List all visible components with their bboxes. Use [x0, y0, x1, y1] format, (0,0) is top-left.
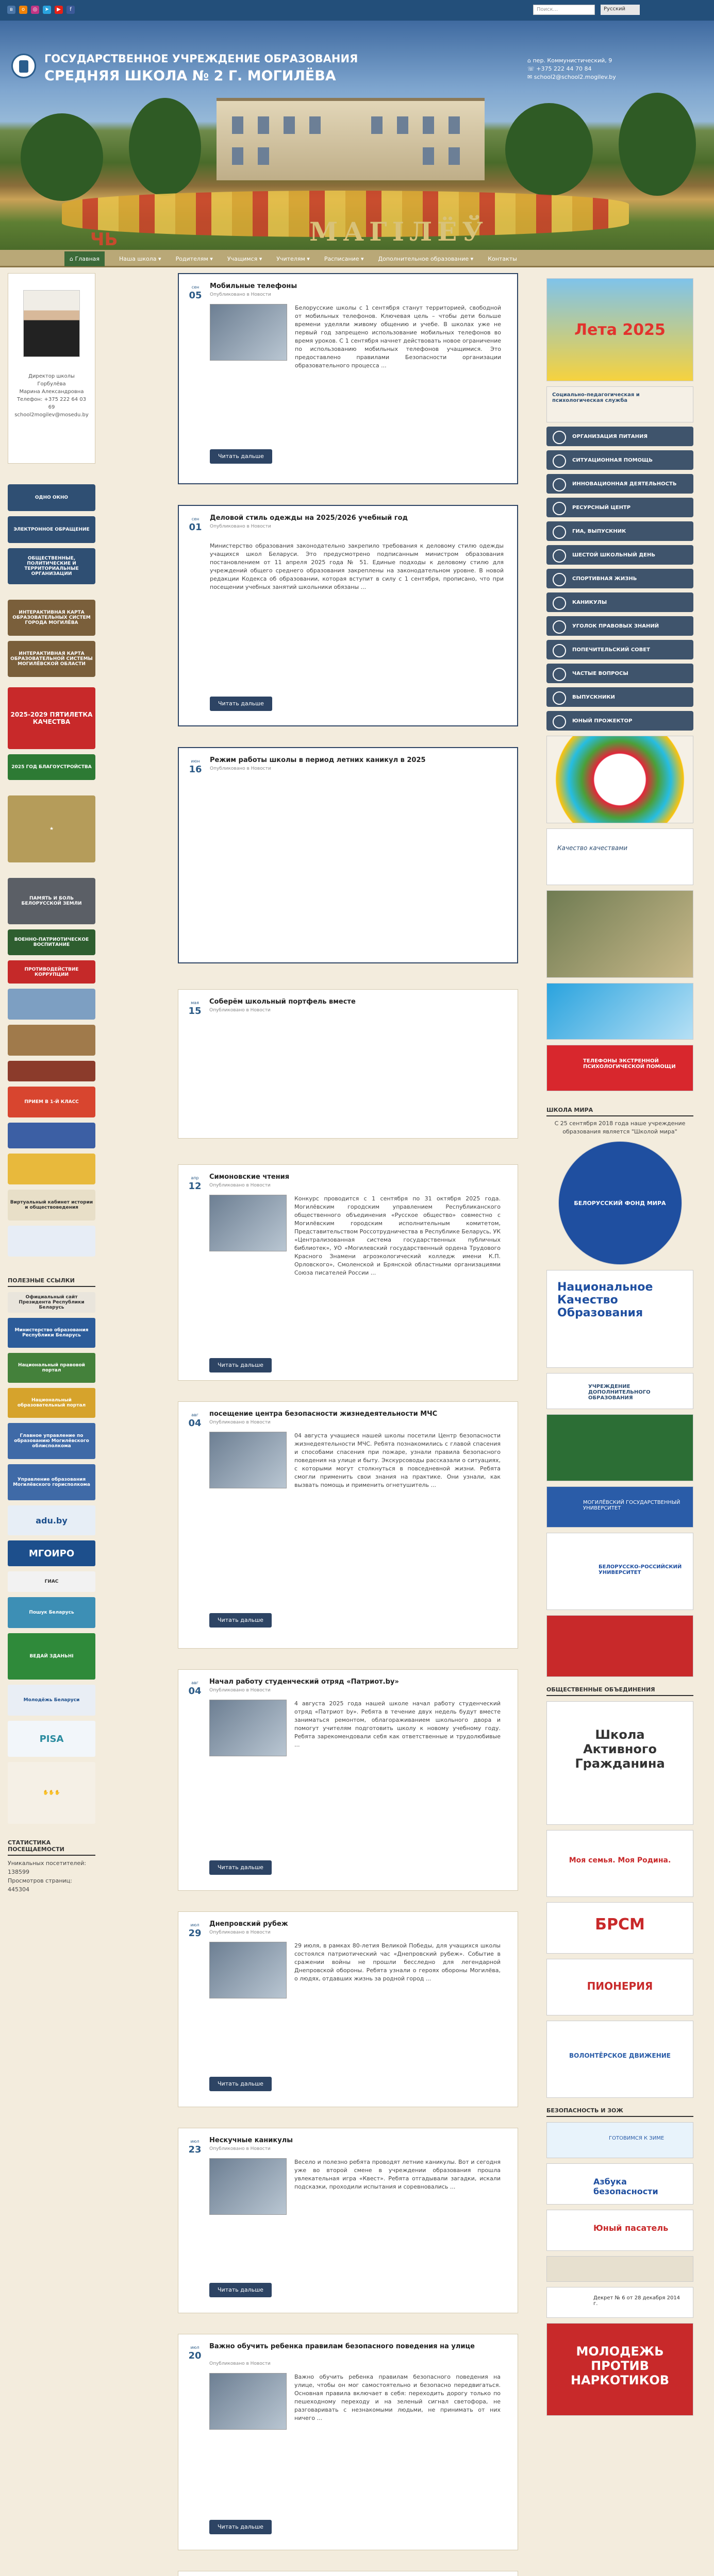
read-more-button[interactable]: Читать дальше — [209, 2520, 272, 2534]
holidays-button[interactable]: КАНИКУЛЫ — [546, 592, 693, 612]
post-title[interactable]: Режим работы школы в период летних каникул в 2025 — [210, 756, 426, 764]
sdg-wheel-image[interactable] — [546, 736, 693, 823]
useful-links-header: ПОЛЕЗНЫЕ ССЫЛКИ — [8, 1277, 95, 1287]
post-meta: Опубликовано в Новости — [210, 524, 271, 529]
first-grade-banner[interactable]: ПРИЕМ В 1-Й КЛАСС — [8, 1087, 95, 1117]
top-bar — [0, 0, 714, 21]
peace-school-text: С 25 сентября 2018 года наше учреждение образования является "Школой мира" — [554, 1120, 686, 1135]
memory-banner[interactable]: ПАМЯТЬ И БОЛЬ БЕЛОРУССКОЙ ЗЕМЛИ — [8, 878, 95, 924]
instagram-icon[interactable]: ◎ — [31, 6, 39, 14]
graduates-gia-button[interactable]: ГИА, ВЫПУСКНИК — [546, 521, 693, 541]
director-photo — [23, 290, 80, 357]
link-gias[interactable]: ГИАС — [8, 1571, 95, 1592]
post-thumbnail[interactable] — [210, 304, 287, 361]
director-card — [8, 273, 95, 464]
director-label: Директор школы — [28, 374, 75, 379]
summer-2025-banner[interactable]: Лета 2025 — [546, 278, 693, 381]
news-post — [178, 1164, 518, 1381]
unified-day-banner[interactable] — [8, 989, 95, 1020]
situational-help-button[interactable]: СИТУАЦИОННАЯ ПОМОЩЬ — [546, 450, 693, 470]
news-post — [178, 1911, 518, 2107]
quality-fiveyear-banner[interactable]: 2025-2029 ПЯТИЛЕТКА КАЧЕСТВА — [8, 687, 95, 749]
right-sidebar — [546, 273, 693, 2416]
post-thumbnail[interactable] — [209, 1195, 287, 1251]
news-post — [178, 273, 518, 484]
news-post — [178, 1669, 518, 1891]
legal-corner-button[interactable]: УГОЛОК ПРАВОВЫХ ЗНАНИЙ — [546, 616, 693, 636]
red-emblem-banner[interactable] — [546, 1615, 693, 1677]
post-title[interactable]: Симоновские чтения — [209, 1173, 290, 1181]
youtube-icon[interactable]: ▶ — [55, 6, 63, 14]
news-post — [178, 989, 518, 1139]
safety-header: БЕЗОПАСНОСТЬ И ЗОЖ — [546, 2107, 693, 2117]
social-orgs-header: ОБЩЕСТВЕННЫЕ ОБЪЕДИНЕНИЯ — [546, 1686, 693, 1696]
nko-banner[interactable]: Национальное Качество Образования — [546, 1270, 693, 1368]
peace-fund-logo[interactable]: БЕЛОРУССКИЙ ФОНД МИРА — [558, 1141, 682, 1265]
post-meta: Опубликовано в Новости — [209, 1688, 271, 1693]
facebook-icon[interactable]: f — [67, 6, 75, 14]
news-post — [178, 2571, 518, 2576]
post-excerpt: Министерство образования законодательно закрепило требования к деловому стилю одежды учащихся школ Беларуси. Это предусмотрено подписанным министром образования постановлением от 11 апреля 2025 года № 51. Единые подходы к деловому стилю для учреждений общего среднего образования закреплены на законодательном уровне. В новой редакции Кодекса об образовании, которая вступит в силу с 1 сентября, прописано, что при посещении учебных занятий школьники обязаны ... — [210, 543, 504, 590]
post-title[interactable]: Начал работу студенческий отряд «Патриот.by» — [209, 1678, 399, 1686]
search-input[interactable]: Поиск... — [533, 5, 595, 15]
site-title-line2: СРЕДНЯЯ ШКОЛА № 2 Г. МОГИЛЁВА — [44, 68, 336, 84]
post-thumbnail[interactable] — [209, 2158, 287, 2215]
post-date: авг 04 — [188, 1413, 202, 1429]
post-excerpt: 04 августа учащиеся нашей школы посетили Центр безопасности жизнедеятельности МЧС. Ребята познакомились с главой спасения и способами спасения при пожаре, узнали правила безопасного поведения на улице и быту. Экскурсоводы рассказали о ситуациях, с которыми могут столкнуться в повседневной жизни. Ребята смогли применить свои знания на практике. Они узнали, как вызвать помощь и применить огнетушитель ... — [294, 1432, 501, 1488]
mgu-banner[interactable] — [546, 1414, 693, 1481]
sixth-day-button[interactable]: ШЕСТОЙ ШКОЛЬНЫЙ ДЕНЬ — [546, 545, 693, 565]
stats-visitors: Уникальных посетителей: 138599 — [8, 1860, 86, 1875]
post-date: июн 16 — [189, 759, 202, 775]
military-patriotic-banner[interactable]: ВОЕННО-ПАТРИОТИЧЕСКОЕ ВОСПИТАНИЕ — [8, 929, 95, 955]
post-meta: Опубликовано в Новости — [209, 2146, 271, 2151]
vk-icon[interactable]: в — [7, 6, 15, 14]
post-title[interactable]: Важно обучить ребенка правилам безопасного поведения на улице — [209, 2343, 475, 2350]
active-citizen-banner[interactable]: Школа Активного Гражданина — [546, 1701, 693, 1825]
faq-button[interactable]: ЧАСТЫЕ ВОПРОСЫ — [546, 664, 693, 683]
young-spotlight-button[interactable]: ЮНЫЙ ПРОЖЕКТОР — [546, 711, 693, 731]
organizations-button[interactable]: ОБЩЕСТВЕННЫЕ, ПОЛИТИЧЕСКИЕ И ТЕРРИТОРИАЛЬНЫЕ ОРГАНИЗАЦИИ — [8, 548, 95, 584]
post-date: апр 12 — [188, 1176, 202, 1192]
hands-image[interactable]: ✋✋✋ — [8, 1762, 95, 1824]
director-surname: Горбулёва — [37, 381, 66, 387]
post-date: сен 05 — [189, 285, 202, 301]
news-post — [178, 505, 518, 726]
link-pisa[interactable]: PISA — [8, 1721, 95, 1757]
anti-drug-banner[interactable]: МОЛОДЕЖЬ ПРОТИВ НАРКОТИКОВ — [546, 2323, 693, 2416]
flower-letters: ЧЬ — [90, 229, 118, 250]
post-thumbnail[interactable] — [209, 2373, 287, 2430]
news-post — [178, 1401, 518, 1649]
link-vedai[interactable]: ВЕДАЙ ЗДАНЬНІ — [8, 1633, 95, 1680]
anti-corruption-banner[interactable]: ПРОТИВОДЕЙСТВИЕ КОРРУПЦИИ — [8, 960, 95, 984]
sports-button[interactable]: СПОРТИВНАЯ ЖИЗНЬ — [546, 569, 693, 588]
one-window-button[interactable]: ОДНО ОКНО — [8, 484, 95, 511]
header-banner — [0, 21, 714, 250]
trustee-button[interactable]: ПОПЕЧИТЕЛЬСКИЙ СОВЕТ — [546, 640, 693, 659]
link-city-edu[interactable]: Управление образования Могилёвского горисполкома — [8, 1464, 95, 1500]
social-links — [7, 6, 75, 14]
post-meta: Опубликовано в Новости — [209, 2361, 271, 2366]
post-title[interactable]: Нескучные каникулы — [209, 2137, 293, 2144]
post-date: мая 15 — [188, 1001, 202, 1016]
post-date: сен 01 — [189, 517, 202, 533]
link-president[interactable]: Официальный сайт Президента Республики Беларусь — [8, 1292, 95, 1313]
region-map-link[interactable]: ИНТЕРАКТИВНАЯ КАРТА ОБРАЗОВАТЕЛЬНОЙ СИСТЕМЫ МОГИЛЁВСКОЙ ОБЛАСТИ — [8, 641, 95, 677]
resource-center-button[interactable]: РЕСУРСНЫЙ ЦЕНТР — [546, 498, 693, 517]
post-excerpt: 29 июля, в рамках 80-летия Великой Победы, для учащихся школы состоялся патриотический час «Днепровский рубеж». Событие в сражении войны не прошли бесследно для легендарной Днепровской обороны. Ребята узнали о героях обороны Могилёва, о людях, отдавших жизнь за родной город ... — [294, 1942, 501, 1982]
post-excerpt: Важно обучить ребенка правилам безопасного поведения на улице, чтобы он мог самостоятельно и безопасно передвигаться. Основная правила включает в себя: переходить дорогу только по пешеходному переходу и на зеленый сигнал светофора, не разговаривать с незнакомыми людьми, не принимать от них ничего ... — [294, 2374, 501, 2421]
post-excerpt: 4 августа 2025 года нашей школе начал работу студенческий отряд «Патриот by». Ребята в течение двух недель будут вместе заниматься ремонтом, облагораживанием школьного двора и помогут учителям подготовить школу к новому учебному году. Ребята зарекомендовали себя как ответственные и трудолюбивые ... — [294, 1700, 501, 1748]
nav-schedule[interactable]: Расписание ▾ — [324, 255, 364, 262]
phone-text: ☏ +375 222 44 70 84 — [527, 65, 592, 72]
city-map-link[interactable]: ИНТЕРАКТИВНАЯ КАРТА ОБРАЗОВАТЕЛЬНЫХ СИСТЕМ ГОРОДА МОГИЛЁВА — [8, 600, 95, 636]
main-navigation — [0, 250, 714, 267]
header-contacts — [527, 57, 616, 81]
school-building — [217, 98, 485, 180]
rescuer-banner[interactable]: Юный пасатель — [546, 2210, 693, 2251]
director-email[interactable]: school2mogilev@mosedu.by — [14, 412, 89, 418]
volunteer-banner[interactable]: ВОЛОНТЁРСКОЕ ДВИЖЕНИЕ — [546, 2021, 693, 2098]
post-title[interactable]: Деловой стиль одежды на 2025/2026 учебный год — [210, 514, 408, 522]
nav-home[interactable]: ⌂ Главная — [64, 251, 105, 266]
post-title[interactable]: посещение центра безопасности жизнедеятельности МЧС — [209, 1410, 438, 1418]
post-date: авг 04 — [188, 1681, 202, 1697]
post-date: июл 29 — [188, 1923, 202, 1939]
stats-views: Просмотров страниц: 445304 — [8, 1877, 72, 1893]
address-text: ⌂ пер. Коммунистический, 9 — [527, 57, 612, 64]
news-post — [178, 2334, 518, 2550]
ornament-banner[interactable] — [8, 1061, 95, 1081]
school-logo[interactable] — [11, 54, 36, 78]
stats-header: СТАТИСТИКА ПОСЕЩАЕМОСТИ — [8, 1839, 95, 1856]
language-select[interactable]: Русский — [601, 5, 640, 15]
read-more-button[interactable]: Читать дальше — [209, 2077, 272, 2091]
alumni-button[interactable]: ВЫПУСКНИКИ — [546, 687, 693, 707]
extra-education-banner[interactable]: УЧРЕЖДЕНИЕ ДОПОЛНИТЕЛЬНОГО ОБРАЗОВАНИЯ — [546, 1373, 693, 1409]
social-service-banner[interactable]: Социально-педагогическая и психологическая служба — [546, 386, 693, 422]
helpline-banner[interactable]: ТЕЛЕФОНЫ ЭКСТРЕННОЙ ПСИХОЛОГИЧЕСКОЙ ПОМОЩИ — [546, 1045, 693, 1091]
nav-students[interactable]: Учащимся ▾ — [227, 255, 262, 262]
read-more-button[interactable]: Читать дальше — [210, 449, 272, 464]
yellow-banner[interactable] — [8, 1154, 95, 1184]
link-edu-portal[interactable]: Национальный образовательный портал — [8, 1388, 95, 1418]
post-date: июл 20 — [188, 2345, 202, 2361]
read-more-button[interactable]: Читать дальше — [209, 1613, 272, 1628]
read-more-button[interactable]: Читать дальше — [210, 697, 272, 711]
director-phone: Телефон: +375 222 64 03 69 — [16, 397, 87, 410]
post-meta: Опубликовано в Новости — [210, 766, 271, 771]
post-date: июл 23 — [188, 2139, 202, 2155]
decree-banner[interactable]: Декрет № 6 от 28 декабря 2014 г. — [546, 2287, 693, 2318]
link-adu[interactable]: adu.by — [8, 1505, 95, 1535]
safety-abc-banner[interactable]: Азбука безопасности — [546, 2163, 693, 2205]
link-pravo[interactable]: Национальный правовой портал — [8, 1353, 95, 1383]
peace-school-header: ШКОЛА МИРА — [546, 1107, 693, 1116]
innovation-button[interactable]: ИННОВАЦИОННАЯ ДЕЯТЕЛЬНОСТЬ — [546, 474, 693, 494]
post-thumbnail[interactable] — [209, 1432, 287, 1488]
post-meta: Опубликовано в Новости — [209, 1930, 271, 1935]
post-meta: Опубликовано в Новости — [209, 1183, 271, 1188]
telegram-icon[interactable]: ➤ — [43, 6, 51, 14]
site-title-line1: ГОСУДАРСТВЕННОЕ УЧРЕЖДЕНИЕ ОБРАЗОВАНИЯ — [44, 53, 358, 65]
star-monument-image[interactable]: ★ — [8, 795, 95, 862]
link-poshuk[interactable]: Пошук Беларусь — [8, 1597, 95, 1628]
director-fullname: Марина Александровна — [19, 389, 84, 395]
news-post — [178, 2128, 518, 2313]
post-thumbnail[interactable] — [209, 1700, 287, 1756]
nav-school[interactable]: Наша школа ▾ — [119, 255, 161, 262]
ok-icon[interactable]: о — [19, 6, 27, 14]
post-thumbnail[interactable] — [209, 1942, 287, 1998]
nav-teachers[interactable]: Учителям ▾ — [276, 255, 310, 262]
post-excerpt: Белорусские школы с 1 сентября станут территорией, свободной от мобильных телефонов. Ключевая цель – чтобы дети больше времени уделяли живому общению и учебе. В школах уже не первый год запрещено использование мобильных телефонов во время уроков. С 1 сентября начнет действовать новое ограничение по использованию мобильных телефонов учащимися. Это предоставлено правилами Безопасности организации образовательного процесса ... — [295, 304, 501, 369]
quality-banner[interactable]: Качество качествами — [546, 828, 693, 885]
post-title[interactable]: Днепровский рубеж — [209, 1920, 288, 1928]
link-ministry[interactable]: Министерство образования Республики Беларусь — [8, 1318, 95, 1348]
post-excerpt: Весело и полезно ребята проводят летние каникулы. Вот и сегодня уже во второй смене в учреждении образования прошла увлекательная игра «Квест». Ребята отгадывали загадки, искали подсказки, проходили испытания и соревновались ... — [294, 2159, 501, 2190]
post-excerpt: Конкурс проводится с 1 сентября по 31 октября 2025 года. Могилёвским городским управлением Республиканского общественного объединения «Русское общество» совместно с Могилёвским городским исполнительным комитетом, Представительством Россотрудничества в Республике Беларусь, УК «Централизованная система государственных публичных библиотек», УО «Могилевский государственный ордена Трудового Красного Знамени агроэкологический колледж имени К.П. Орловского», Смоленской и Брянской областными организациями Союза писателей России ... — [294, 1195, 501, 1276]
news-post — [178, 747, 518, 963]
email-link[interactable]: ✉ school2@school2.mogilev.by — [527, 74, 616, 80]
extra-banner[interactable] — [546, 2256, 693, 2282]
e-appeal-button[interactable]: ЭЛЕКТРОННОЕ ОБРАЩЕНИЕ — [8, 516, 95, 543]
children-banner[interactable] — [8, 1226, 95, 1257]
food-button[interactable]: ОРГАНИЗАЦИЯ ПИТАНИЯ — [546, 427, 693, 446]
post-meta: Опубликовано в Новости — [210, 292, 271, 297]
post-title[interactable]: Мобильные телефоны — [210, 282, 297, 290]
military-photo[interactable] — [546, 890, 693, 978]
pioneer-banner[interactable]: ПИОНЕРИЯ — [546, 1959, 693, 2015]
family-homeland-banner[interactable]: Моя семья. Моя Родина. — [546, 1830, 693, 1897]
read-more-button[interactable]: Читать дальше — [209, 1358, 272, 1372]
kids-photo[interactable] — [546, 983, 693, 1040]
read-more-button[interactable]: Читать дальше — [209, 2283, 272, 2297]
link-region-edu[interactable]: Главное управление по образованию Могилёвского облисполкома — [8, 1423, 95, 1459]
post-meta: Опубликовано в Новости — [209, 1420, 271, 1425]
post-title[interactable]: Соберём школьный портфель вместе — [209, 998, 356, 1006]
flower-inscription: МАГІЛЁЎ — [309, 216, 488, 247]
link-youth[interactable]: Молодёжь Беларуси — [8, 1685, 95, 1716]
left-sidebar — [8, 273, 95, 1894]
calendar-banner[interactable] — [8, 1025, 95, 1056]
history-cabinet-banner[interactable]: Виртуальный кабинет истории и обществоведения — [8, 1190, 95, 1221]
university-banner[interactable]: МОГИЛЁВСКИЙ ГОСУДАРСТВЕННЫЙ УНИВЕРСИТЕТ — [546, 1486, 693, 1528]
read-more-button[interactable]: Читать дальше — [209, 1860, 272, 1875]
nav-parents[interactable]: Родителям ▾ — [175, 255, 213, 262]
brsm-banner[interactable]: БРСМ — [546, 1902, 693, 1954]
nav-contacts[interactable]: Контакты — [488, 255, 517, 262]
improvement-year-banner[interactable]: 2025 ГОД БЛАГОУСТРОЙСТВА — [8, 754, 95, 780]
virtual-cabinet-banner[interactable] — [8, 1123, 95, 1148]
link-mgoiro[interactable]: МГОИРО — [8, 1540, 95, 1566]
bru-banner[interactable]: БЕЛОРУССКО-РОССИЙСКИЙ УНИВЕРСИТЕТ — [546, 1533, 693, 1610]
winter-prep-banner[interactable]: ГОТОВИМСЯ К ЗИМЕ — [546, 2122, 693, 2158]
nav-extra-education[interactable]: Дополнительное образование ▾ — [378, 255, 474, 262]
post-meta: Опубликовано в Новости — [209, 1008, 271, 1013]
